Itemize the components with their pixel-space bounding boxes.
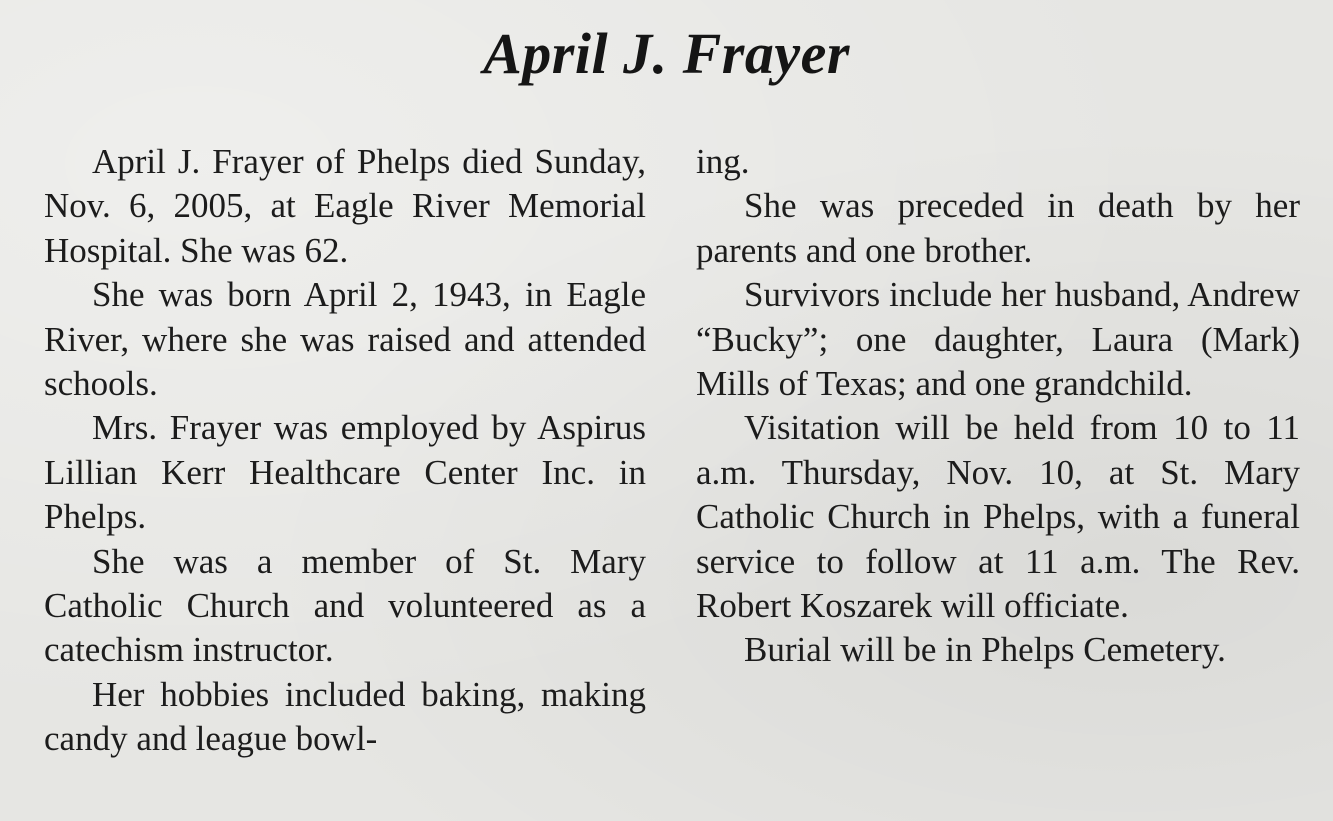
- paragraph-employment: Mrs. Frayer was employed by Aspirus Lillian Kerr Healthcare Center Inc. in Phelps.: [44, 408, 646, 537]
- paragraph-burial: Burial will be in Phelps Cemetery.: [744, 630, 1226, 670]
- article-column-left: [44, 140, 646, 762]
- paragraph-death-notice: April J. Frayer of Phelps died Sunday, Nov. 6, 2005, at Eagle River Memorial Hospital. She was 62.: [44, 142, 646, 270]
- paragraph-visitation: Visitation will be held from 10 to 11 a.m. Thursday, Nov. 10, at St. Mary Catholic Church in Phelps, with a funeral service to follow at 11 a.m. The Rev. Robert Koszarek will officiate.: [696, 408, 1300, 626]
- paragraph-survivors: Survivors include her husband, Andrew “Bucky”; one daughter, Laura (Mark) Mills of Texas; and one grandchild.: [696, 275, 1300, 404]
- paragraph-birth: She was born April 2, 1943, in Eagle River, where she was raised and attended schools.: [44, 275, 646, 404]
- paragraph-hobbies-continued: ing.: [696, 142, 750, 181]
- paragraph-church: She was a member of St. Mary Catholic Church and volunteered as a catechism instructor.: [44, 541, 646, 670]
- paragraph-hobbies: Her hobbies included baking, making candy and league bowl-: [44, 674, 646, 759]
- obituary-headline: April J. Frayer: [483, 21, 850, 86]
- article-column-right: [696, 140, 1300, 673]
- paragraph-preceded: She was preceded in death by her parents and one brother.: [696, 186, 1300, 270]
